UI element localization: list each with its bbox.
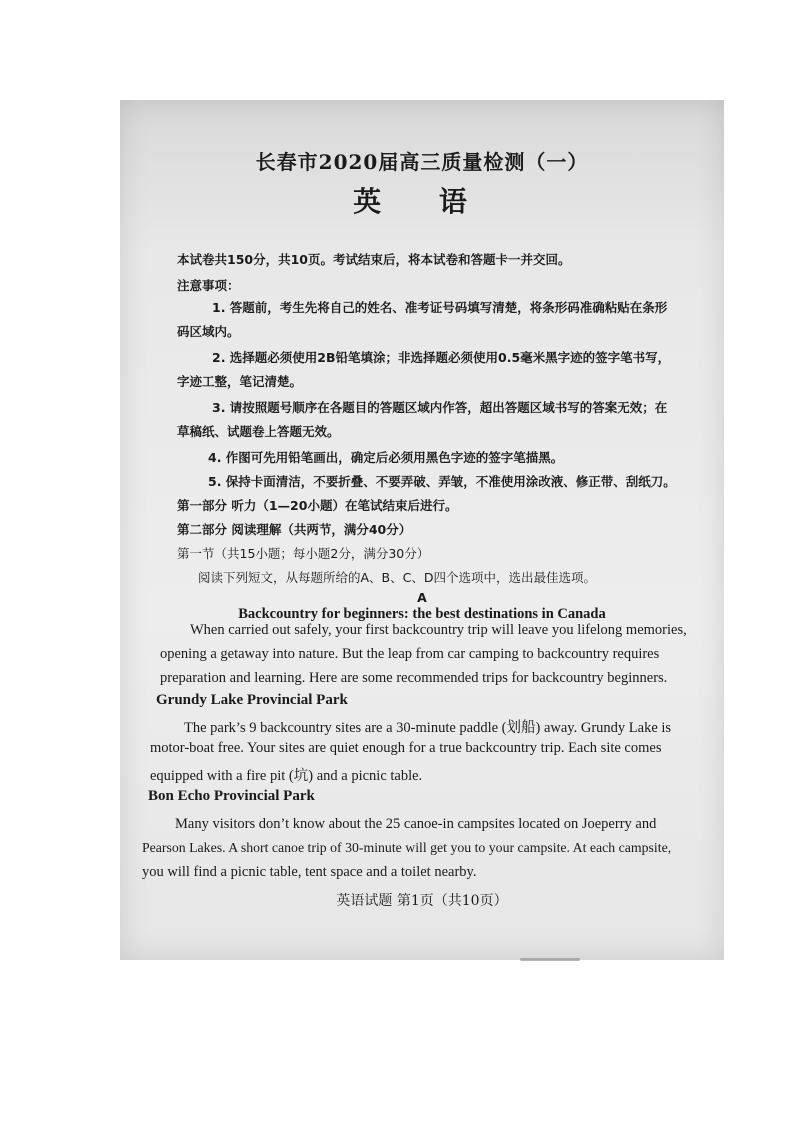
scan-mark [520, 958, 580, 961]
notice-item-1: 1. 答题前，考生先将自己的姓名、准考证号码填写清楚，将条形码准确粘贴在条形 [212, 300, 668, 315]
paragraph-1-line-2: opening a getaway into nature. But the leap from car camping to backcountry requires [160, 646, 660, 662]
notice-item-5: 5. 保持卡面清洁，不要折叠、不要弄破、弄皱，不准使用涂改液、修正带、刮纸刀。 [208, 474, 676, 489]
subject-title: 英 语 [353, 185, 491, 218]
notice-item-2: 2. 选择题必须使用2B铅笔填涂；非选择题必须使用0.5毫米黑字迹的签字笔书写， [212, 350, 671, 365]
part-two-heading: 第二部分 阅读理解（共两节，满分40分） [177, 522, 412, 537]
notice-item-2-cont: 字迹工整，笔记清楚。 [177, 374, 303, 389]
part-one-heading: 第一部分 听力（1—20小题）在笔试结束后进行。 [177, 498, 458, 513]
paragraph-1-line-3: preparation and learning. Here are some recommended trips for backcountry beginners. [160, 670, 668, 686]
paragraph-3-line-2: Pearson Lakes. A short canoe trip of 30-minute will get you to your campsite. At each campsite, [142, 840, 672, 855]
paragraph-2-line-1: The park’s 9 backcountry sites are a 30-minute paddle (划船) away. Grundy Lake is [184, 720, 672, 736]
paragraph-2-line-3: equipped with a fire pit (坑) and a picnic table. [150, 768, 423, 784]
notice-item-1-cont: 码区域内。 [177, 324, 240, 339]
page-footer: 英语试题 第1页（共10页） [336, 893, 508, 909]
reading-directions: 阅读下列短文，从每题所给的A、B、C、D四个选项中，选出最佳选项。 [198, 570, 596, 585]
paragraph-3-line-3: you will find a picnic table, tent space and a toilet nearby. [142, 864, 477, 880]
park-heading-grundy: Grundy Lake Provincial Park [156, 692, 348, 708]
notice-item-3: 3. 请按照题号顺序在各题目的答题区域内作答，超出答题区域书写的答案无效；在 [212, 400, 668, 415]
park-heading-bon-echo: Bon Echo Provincial Park [148, 788, 315, 804]
notice-item-3-cont: 草稿纸、试题卷上答题无效。 [177, 424, 340, 439]
paragraph-2-line-2: motor-boat free. Your sites are quiet enough for a true backcountry trip. Each site comes [150, 740, 662, 756]
passage-title: Backcountry for beginners: the best destinations in Canada [238, 606, 606, 622]
exam-page [120, 100, 724, 960]
exam-title: 长春市2020届高三质量检测（一） [255, 150, 589, 174]
notice-heading: 注意事项： [177, 278, 240, 293]
notice-item-4: 4. 作图可先用铅笔画出，确定后必须用黑色字迹的签字笔描黑。 [208, 450, 564, 465]
paragraph-3-line-1: Many visitors don’t know about the 25 canoe-in campsites located on Joeperry and [175, 816, 657, 832]
paragraph-1-line-1: When carried out safely, your first backcountry trip will leave you lifelong memories, [190, 622, 687, 638]
passage-label: A [417, 590, 427, 605]
exam-intro: 本试卷共150分，共10页。考试结束后，将本试卷和答题卡一并交回。 [177, 252, 571, 267]
section-one-heading: 第一节（共15小题；每小题2分，满分30分） [177, 546, 430, 561]
